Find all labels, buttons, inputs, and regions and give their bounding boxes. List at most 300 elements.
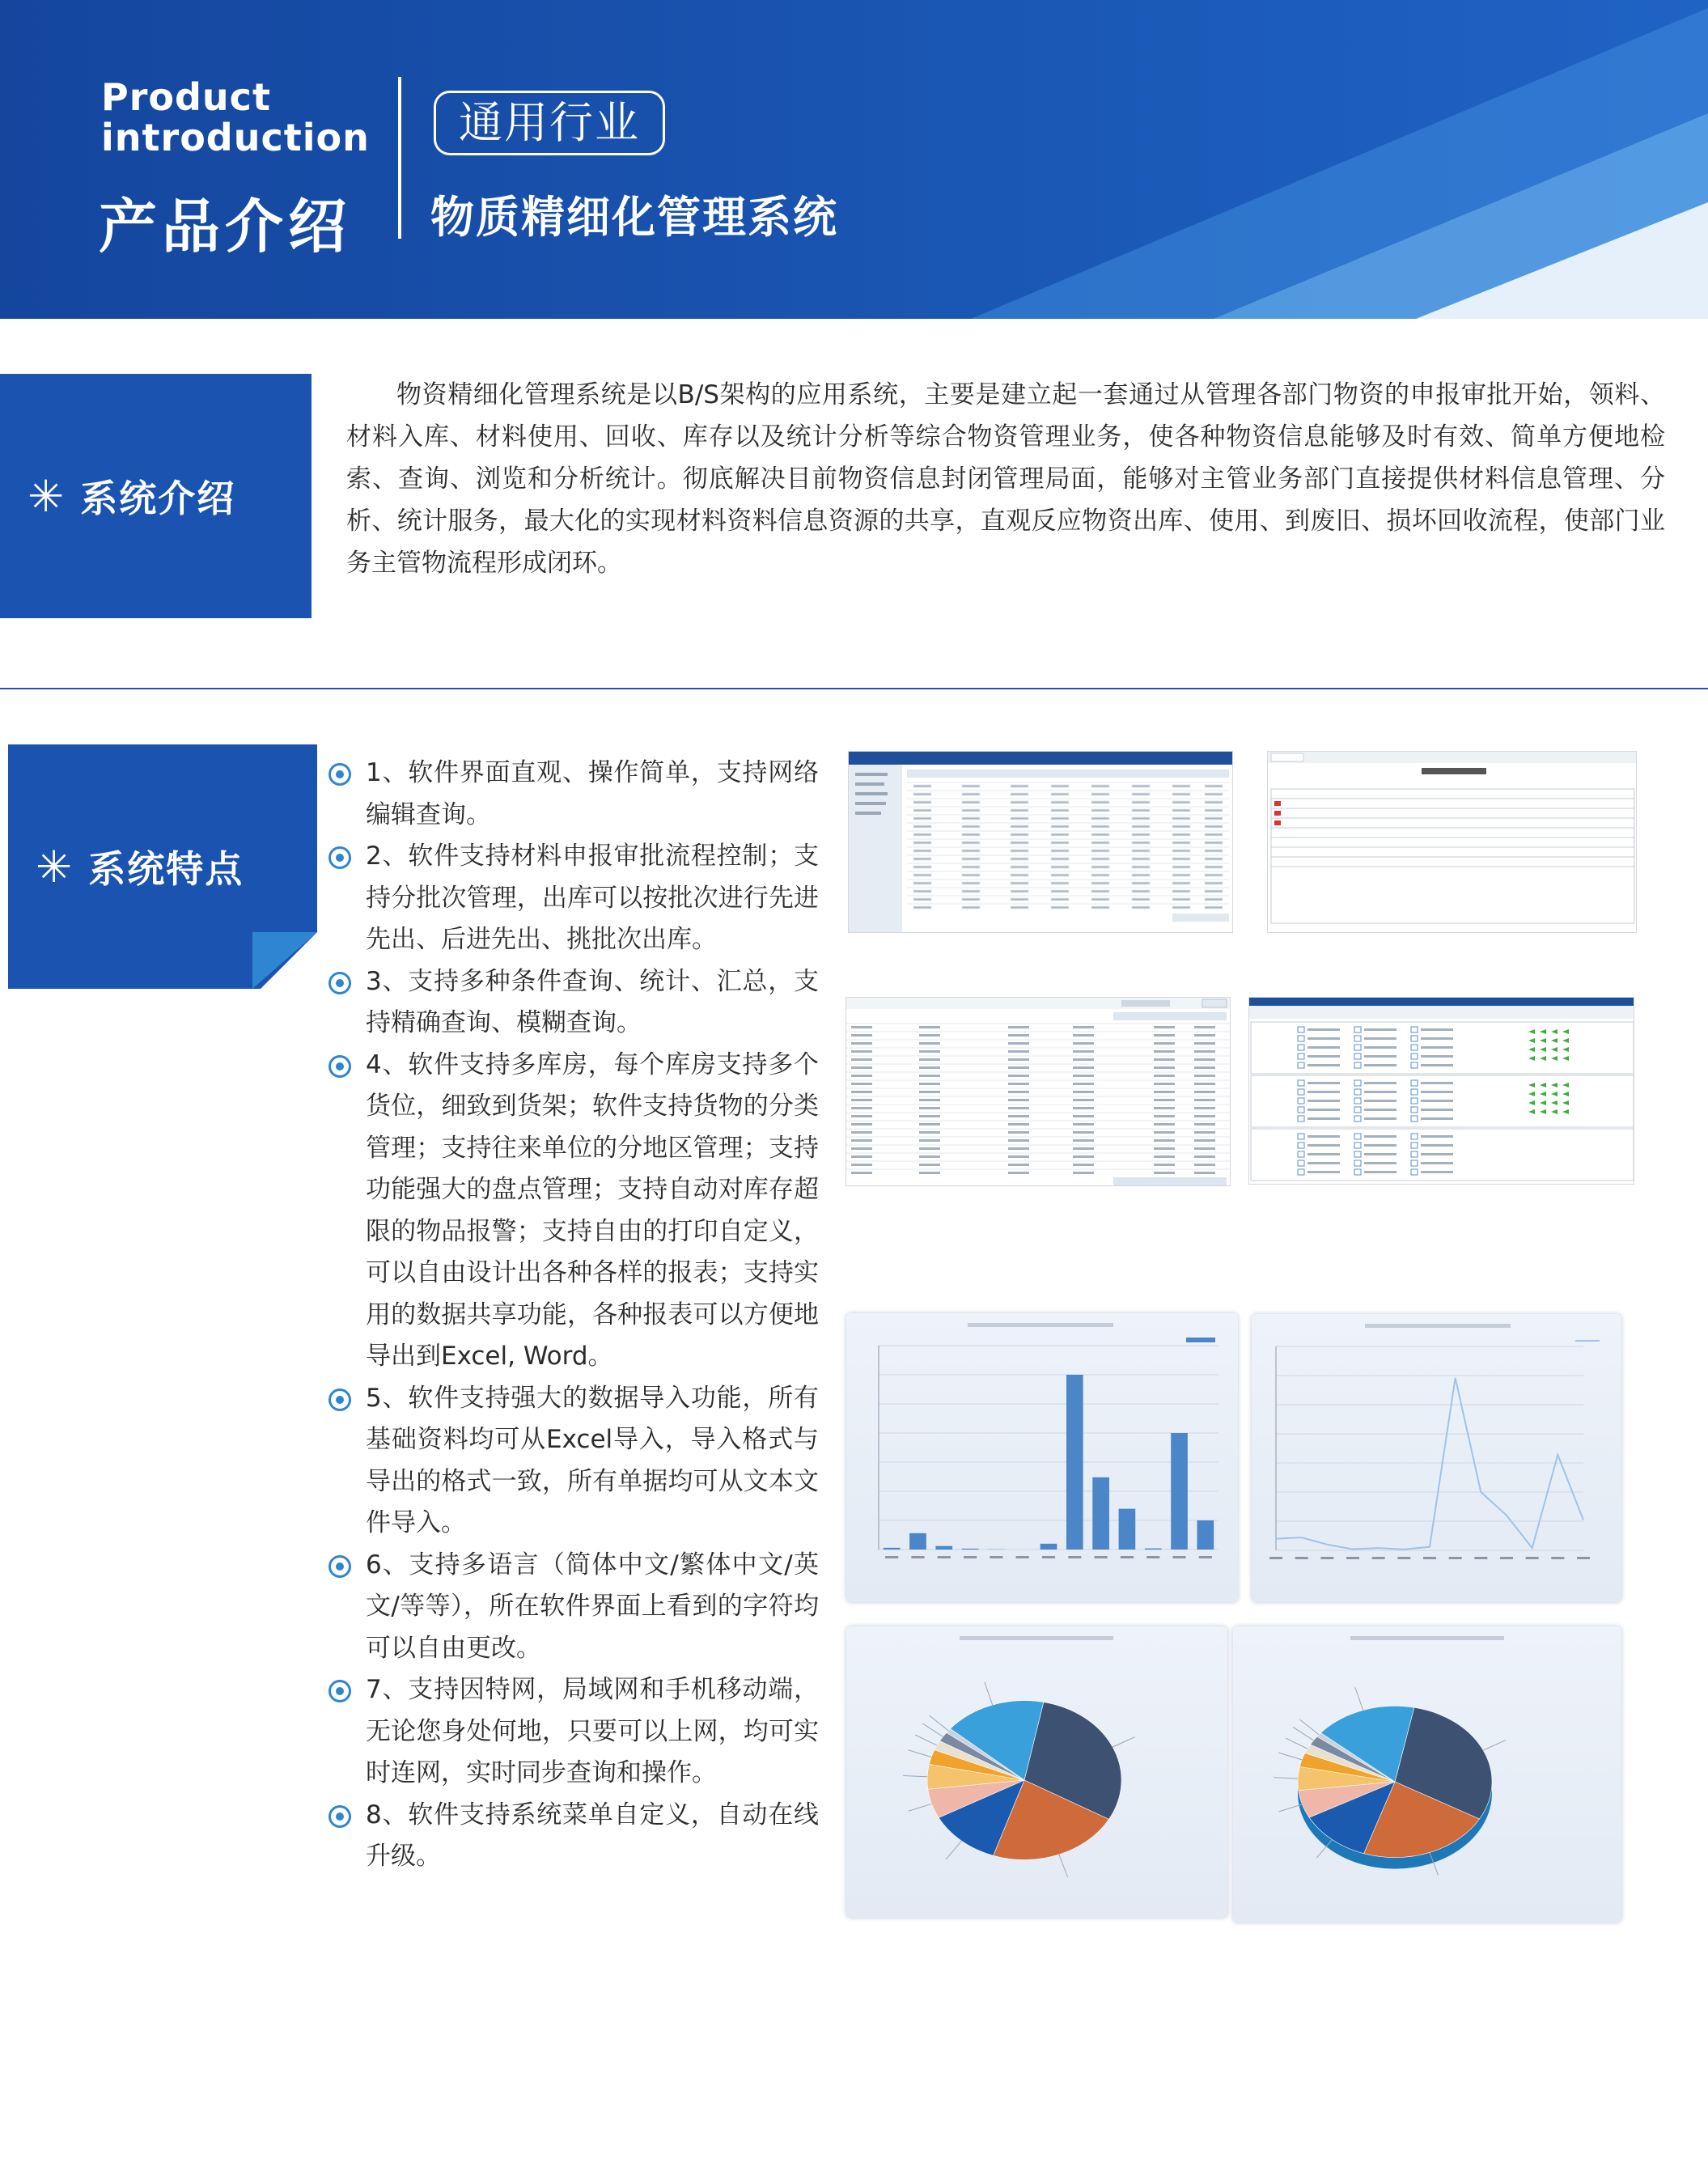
cell-text	[1091, 850, 1109, 852]
cell-text	[962, 906, 980, 909]
cell-text	[1205, 825, 1223, 828]
bullet-icon	[328, 763, 351, 786]
cell-text	[962, 866, 980, 868]
option-text	[1421, 1100, 1453, 1102]
asterisk-icon: ✳	[36, 841, 74, 892]
cell-text	[913, 850, 931, 852]
cell-text	[962, 825, 980, 828]
cell-text	[1154, 1107, 1175, 1109]
arrow-icon	[1562, 1056, 1569, 1061]
bar	[1066, 1375, 1083, 1550]
cell-text	[913, 809, 931, 812]
cell-text	[1051, 842, 1069, 844]
cell-text	[962, 817, 980, 820]
option-text	[1307, 1037, 1340, 1040]
cell-text	[851, 1075, 872, 1077]
cell-text	[919, 1123, 940, 1126]
x-tick-label	[1346, 1557, 1359, 1559]
cell-text	[1051, 809, 1069, 812]
bullet-icon	[328, 1389, 351, 1411]
cell-text	[1172, 890, 1190, 892]
cell-text	[962, 858, 980, 860]
checkbox-icon	[1298, 1143, 1304, 1148]
cell-text	[851, 1083, 872, 1085]
arrow-icon	[1540, 1056, 1546, 1061]
cell-text	[1205, 882, 1223, 884]
cell-text	[1154, 1058, 1175, 1061]
cell-text	[1154, 1034, 1175, 1037]
cell-text	[1194, 1164, 1215, 1166]
cell-text	[1051, 890, 1069, 892]
slice-leader-line	[1300, 1719, 1319, 1735]
x-tick-label	[1068, 1556, 1081, 1558]
chart-title-placeholder	[960, 1636, 1113, 1640]
option-text	[1307, 1144, 1340, 1147]
form-row	[1271, 808, 1634, 818]
checkbox-icon	[1354, 1036, 1361, 1041]
feature-item: 1、软件界面直观、操作简单，支持网络编辑查询。	[324, 753, 819, 836]
option-text	[1307, 1109, 1340, 1111]
checkbox-icon	[1298, 1160, 1304, 1166]
cell-text	[851, 1172, 872, 1174]
cell-text	[1194, 1050, 1215, 1053]
cell-text	[919, 1050, 940, 1053]
slice-leader-line	[922, 1723, 943, 1736]
cell-text	[1091, 817, 1109, 820]
cell-text	[1132, 825, 1150, 828]
cell-text	[1132, 890, 1150, 892]
cell-text	[1132, 858, 1150, 860]
checkbox-icon	[1411, 1098, 1418, 1104]
cell-text	[1051, 793, 1069, 795]
cell-text	[1091, 809, 1109, 812]
folded-corner-icon	[252, 932, 317, 989]
x-tick-label	[1372, 1557, 1385, 1559]
cell-text	[1154, 1147, 1175, 1150]
slice-leader-line	[930, 1715, 948, 1731]
slice-leader-line	[1286, 1738, 1307, 1749]
cell-text	[1011, 801, 1028, 803]
cell-text	[1008, 1042, 1029, 1045]
banner-background	[0, 0, 1708, 319]
cell-text	[1132, 801, 1150, 803]
bar	[1040, 1544, 1057, 1550]
bullet-icon	[328, 1055, 351, 1078]
arrow-icon	[1551, 1056, 1558, 1061]
cell-text	[1008, 1034, 1029, 1037]
option-text	[1421, 1082, 1453, 1084]
cell-text	[1011, 898, 1028, 901]
cell-text	[1154, 1139, 1175, 1142]
line-chart	[1252, 1314, 1621, 1602]
bullet-icon	[328, 1805, 351, 1828]
option-text	[1421, 1153, 1453, 1155]
cell-text	[1091, 833, 1109, 836]
option-text	[1421, 1117, 1453, 1120]
cell-text	[1073, 1066, 1094, 1069]
cell-text	[1172, 866, 1190, 868]
cell-text	[919, 1034, 940, 1037]
screenshot-material-list	[848, 751, 1233, 933]
cell-text	[913, 906, 931, 909]
checkbox-icon	[1354, 1080, 1361, 1086]
cell-text	[962, 833, 980, 836]
checkbox-icon	[1298, 1169, 1304, 1175]
checkbox-icon	[1411, 1054, 1418, 1059]
arrow-icon	[1551, 1047, 1558, 1052]
option-text	[1421, 1144, 1453, 1147]
cell-text	[1073, 1147, 1094, 1150]
cell-text	[1194, 1034, 1215, 1037]
cell-text	[1132, 809, 1150, 812]
cell-text	[1205, 890, 1223, 892]
header-banner	[0, 0, 1708, 319]
option-text	[1307, 1055, 1340, 1058]
banner-english-line1: Product	[101, 75, 271, 119]
cell-text	[1091, 842, 1109, 844]
cell-text	[1051, 882, 1069, 884]
arrow-icon	[1528, 1029, 1535, 1034]
cell-text	[1194, 1099, 1215, 1101]
bullet-icon	[328, 972, 351, 994]
option-text	[1307, 1064, 1340, 1066]
screenshot-workflow-config	[1248, 997, 1634, 1185]
x-tick-label	[1042, 1556, 1055, 1558]
pie-chart-panel-1	[846, 1626, 1227, 1918]
cell-text	[1091, 874, 1109, 876]
cell-text	[913, 890, 931, 892]
x-tick-label	[1295, 1557, 1308, 1559]
intro-paragraph: 物资精细化管理系统是以B/S架构的应用系统，主要是建立起一套通过从管理各部门物资的申报审批开始，领料、材料入库、材料使用、回收、库存以及统计分析等综合物资管理业务，使各种物资信息能够及时有效、简单方便地检索、查询、浏览和分析统计。彻底解决目前物资信息封闭管理局面，能够对主管业务部门直接提供材料信息管理、分析、统计服务，最大化的实现材料资料信息资源的共享，直观反应物资出库、使用、到废旧、损坏回收流程，使部门业务主管物流程形成闭环。	[346, 380, 1665, 578]
cell-text	[1205, 866, 1223, 868]
cell-text	[1194, 1123, 1215, 1126]
cell-text	[1051, 874, 1069, 876]
cell-text	[962, 842, 980, 844]
cell-text	[851, 1123, 872, 1126]
delete-icon	[1274, 801, 1281, 806]
arrow-icon	[1551, 1100, 1558, 1105]
cell-text	[1132, 785, 1150, 787]
arrow-icon	[1528, 1092, 1535, 1096]
cell-text	[1205, 817, 1223, 820]
banner-english-line2: introduction	[101, 116, 370, 159]
x-tick-label	[990, 1556, 1002, 1558]
cell-text	[1154, 1131, 1175, 1134]
section-label-features	[8, 744, 317, 989]
arrow-icon	[1562, 1038, 1569, 1043]
cell-text	[919, 1066, 940, 1069]
cell-text	[1011, 825, 1028, 828]
arrow-icon	[1528, 1056, 1535, 1061]
cell-text	[1154, 1091, 1175, 1093]
checkbox-icon	[1354, 1098, 1361, 1104]
arrow-icon	[1528, 1109, 1535, 1114]
checkbox-icon	[1298, 1134, 1304, 1139]
option-text	[1307, 1091, 1340, 1093]
cell-text	[1011, 858, 1028, 860]
form-row	[1271, 818, 1634, 828]
option-text	[1307, 1082, 1340, 1084]
arrow-icon	[1540, 1029, 1546, 1034]
form-row	[1271, 789, 1634, 799]
cell-text	[1073, 1115, 1094, 1117]
cell-text	[1194, 1083, 1215, 1085]
slice-leader-line	[1278, 1753, 1302, 1760]
cell-text	[1073, 1042, 1094, 1045]
option-text	[1364, 1037, 1396, 1040]
cell-text	[1172, 898, 1190, 901]
cell-text	[1205, 809, 1223, 812]
feature-item: 2、软件支持材料申报审批流程控制；支持分批次管理，出库可以按批次进行先进先出、后进先出、挑批次出库。	[324, 836, 819, 961]
option-text	[1364, 1055, 1396, 1058]
bullet-icon	[328, 1555, 351, 1578]
bar	[1145, 1549, 1162, 1550]
cell-text	[1011, 874, 1028, 876]
arrow-icon	[1551, 1038, 1558, 1043]
option-text	[1421, 1171, 1453, 1173]
checkbox-icon	[1411, 1027, 1418, 1032]
x-tick-label	[1397, 1557, 1410, 1559]
checkbox-icon	[1411, 1134, 1418, 1139]
bar	[1171, 1433, 1188, 1550]
arrow-icon	[1551, 1029, 1558, 1034]
cell-text	[1091, 785, 1109, 787]
cell-text	[913, 882, 931, 884]
cell-text	[1011, 817, 1028, 820]
cell-text	[1132, 850, 1150, 852]
form-row	[1271, 847, 1634, 857]
cell-text	[1194, 1042, 1215, 1045]
x-tick-label	[1269, 1557, 1282, 1559]
cell-text	[1205, 906, 1223, 909]
x-tick-label	[1199, 1556, 1212, 1558]
cell-text	[1154, 1050, 1175, 1053]
option-text	[1307, 1046, 1340, 1049]
cell-text	[913, 785, 931, 787]
legend-swatch	[1575, 1340, 1600, 1342]
feature-item: 4、软件支持多库房，每个库房支持多个货位，细致到货架；软件支持货物的分类管理；支持往来单位的分地区管理；支持功能强大的盘点管理；支持自动对库存超限的物品报警；支持自由的打印自定义，可以自由设计出各种各样的报表；支持实用的数据共享功能，各种报表可以方便地导出到Excel, Word。	[324, 1045, 819, 1378]
checkbox-icon	[1411, 1160, 1418, 1166]
cell-text	[1154, 1083, 1175, 1085]
option-text	[1364, 1091, 1396, 1093]
cell-text	[1205, 793, 1223, 795]
cell-text	[962, 874, 980, 876]
cell-text	[919, 1075, 940, 1077]
banner-english-title	[101, 77, 370, 158]
cell-text	[1172, 858, 1190, 860]
cell-text	[1132, 833, 1150, 836]
arrow-icon	[1562, 1092, 1569, 1096]
cell-text	[1194, 1026, 1215, 1028]
cell-text	[1205, 858, 1223, 860]
cell-text	[919, 1115, 940, 1117]
bar	[962, 1549, 979, 1550]
cell-text	[851, 1147, 872, 1150]
checkbox-icon	[1298, 1089, 1304, 1095]
option-text	[1364, 1144, 1396, 1147]
form-row	[1271, 837, 1634, 847]
x-tick-label	[1526, 1557, 1539, 1559]
cell-text	[1091, 801, 1109, 803]
list-screen-drawing	[849, 752, 1233, 933]
cell-text	[919, 1026, 940, 1028]
cell-text	[1132, 882, 1150, 884]
slice-leader-line	[908, 1750, 931, 1757]
section-divider	[0, 688, 1708, 689]
pie-chart-1	[846, 1626, 1227, 1918]
checkbox-icon	[1354, 1134, 1361, 1139]
arrow-icon	[1528, 1100, 1535, 1105]
cell-text	[1194, 1107, 1215, 1109]
x-tick-label	[1474, 1557, 1487, 1559]
x-tick-label	[1577, 1557, 1590, 1559]
pie-chart-panel-2	[1233, 1626, 1621, 1923]
x-tick-label	[911, 1556, 924, 1558]
checkbox-icon	[1411, 1143, 1418, 1148]
option-text	[1307, 1135, 1340, 1138]
cell-text	[919, 1083, 940, 1085]
checkbox-icon	[1354, 1027, 1361, 1032]
cell-text	[913, 898, 931, 901]
cell-text	[1073, 1139, 1094, 1142]
arrow-icon	[1562, 1109, 1569, 1114]
cell-text	[1194, 1155, 1215, 1158]
workflow-screen-drawing	[1249, 998, 1634, 1185]
arrow-icon	[1562, 1083, 1569, 1088]
option-text	[1364, 1082, 1396, 1084]
delete-icon	[1274, 820, 1281, 825]
option-text	[1364, 1109, 1396, 1111]
cell-text	[1011, 882, 1028, 884]
cell-text	[851, 1058, 872, 1061]
slice-leader-line	[1113, 1737, 1134, 1747]
feature-item: 7、支持因特网，局域网和手机移动端，无论您身处何地，只要可以上网，均可实时连网，实时同步查询和操作。	[324, 1669, 819, 1795]
cell-text	[1154, 1155, 1175, 1158]
cell-text	[913, 793, 931, 795]
cell-text	[919, 1131, 940, 1134]
industry-tag: 通用行业	[434, 91, 665, 155]
bar-chart	[846, 1313, 1238, 1602]
cell-text	[851, 1131, 872, 1134]
cell-text	[913, 801, 931, 803]
option-text	[1307, 1117, 1340, 1120]
cell-text	[919, 1091, 940, 1093]
screenshot-requisition-form	[1267, 751, 1637, 933]
cell-text	[1011, 850, 1028, 852]
cell-text	[1073, 1058, 1094, 1061]
checkbox-icon	[1354, 1151, 1361, 1157]
cell-text	[1008, 1131, 1029, 1134]
cell-text	[1154, 1172, 1175, 1174]
checkbox-icon	[1354, 1160, 1361, 1166]
cell-text	[1154, 1164, 1175, 1166]
cell-text	[1205, 874, 1223, 876]
slice-leader-line	[985, 1682, 993, 1705]
cell-text	[919, 1172, 940, 1174]
cell-text	[1172, 874, 1190, 876]
cell-text	[1194, 1066, 1215, 1069]
bullet-icon	[328, 1680, 351, 1702]
checkbox-icon	[1298, 1045, 1304, 1050]
checkbox-icon	[1411, 1169, 1418, 1175]
checkbox-icon	[1354, 1054, 1361, 1059]
bullet-icon	[328, 846, 351, 869]
arrow-icon	[1528, 1083, 1535, 1088]
bar	[909, 1533, 926, 1550]
cell-text	[1172, 785, 1190, 787]
cell-text	[1011, 906, 1028, 909]
checkbox-icon	[1411, 1116, 1418, 1121]
cell-text	[1051, 850, 1069, 852]
cell-text	[1172, 809, 1190, 812]
cell-text	[1008, 1050, 1029, 1053]
cell-text	[1132, 842, 1150, 844]
section-label-text: 系统特点	[88, 847, 244, 891]
form-row	[1271, 828, 1634, 837]
slice-leader-line	[1293, 1728, 1313, 1740]
cell-text	[1008, 1172, 1029, 1174]
slice-leader-line	[909, 1804, 932, 1811]
cell-text	[851, 1050, 872, 1053]
cell-text	[1091, 858, 1109, 860]
option-text	[1364, 1028, 1396, 1031]
slice-leader-line	[1483, 1740, 1505, 1750]
cell-text	[1194, 1115, 1215, 1117]
cell-text	[1172, 817, 1190, 820]
x-tick-label	[1016, 1556, 1029, 1558]
cell-text	[1194, 1091, 1215, 1093]
cell-text	[1051, 866, 1069, 868]
x-tick-label	[1146, 1556, 1159, 1558]
option-text	[1421, 1162, 1453, 1164]
cell-text	[1172, 825, 1190, 828]
cell-text	[1154, 1026, 1175, 1028]
option-text	[1364, 1162, 1396, 1164]
delete-icon	[1274, 811, 1281, 816]
checkbox-icon	[1354, 1045, 1361, 1050]
cell-text	[1008, 1058, 1029, 1061]
option-text	[1364, 1117, 1396, 1120]
slice-leader-line	[1274, 1778, 1298, 1779]
arrow-icon	[1540, 1047, 1546, 1052]
x-tick-label	[885, 1556, 898, 1558]
cell-text	[919, 1164, 940, 1166]
cell-text	[913, 842, 931, 844]
checkbox-icon	[1298, 1107, 1304, 1113]
cell-text	[1073, 1026, 1094, 1028]
form-row	[1271, 799, 1634, 808]
form-notes	[1271, 867, 1634, 923]
option-text	[1307, 1100, 1340, 1102]
legend-swatch	[1186, 1338, 1215, 1342]
x-tick-label	[1423, 1557, 1436, 1559]
cell-text	[1011, 866, 1028, 868]
checkbox-icon	[1354, 1116, 1361, 1121]
option-text	[1364, 1171, 1396, 1173]
option-text	[1307, 1153, 1340, 1155]
cell-text	[962, 898, 980, 901]
cell-text	[1051, 898, 1069, 901]
cell-text	[1194, 1058, 1215, 1061]
cell-text	[913, 817, 931, 820]
cell-text	[1132, 906, 1150, 909]
product-name: 物质精细化管理系统	[430, 192, 838, 243]
cell-text	[913, 825, 931, 828]
cell-text	[962, 809, 980, 812]
cell-text	[1091, 898, 1109, 901]
arrow-icon	[1540, 1092, 1546, 1096]
cell-text	[1073, 1099, 1094, 1101]
